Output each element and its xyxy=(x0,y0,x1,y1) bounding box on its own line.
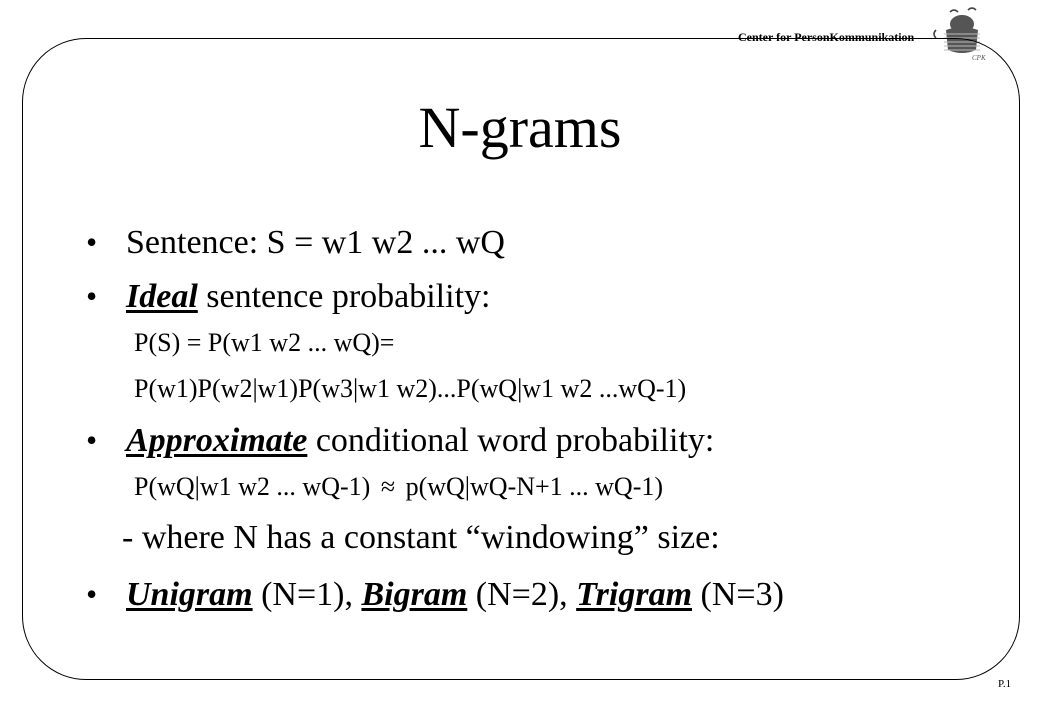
unigram-text: (N=1), xyxy=(252,576,362,613)
bullet-marker: • xyxy=(86,576,98,612)
emphasis-trigram: Trigram xyxy=(576,576,693,613)
bullet-approx xyxy=(126,424,714,458)
approx-symbol: ≈ xyxy=(380,472,396,501)
page-number: P.1 xyxy=(998,678,1012,690)
window-note: - where N has a constant “windowing” size: xyxy=(122,519,720,556)
slide-title: N-grams xyxy=(418,95,622,160)
bullet-marker: • xyxy=(86,422,98,458)
bullet-marker: • xyxy=(86,278,98,314)
bullet-approx-text: conditional word probability: xyxy=(307,422,715,459)
bullet-marker: • xyxy=(86,224,98,260)
bullet-sentence: Sentence: S = w1 w2 ... wQ xyxy=(126,224,505,261)
bullet-ideal xyxy=(126,280,490,314)
emphasis-unigram: Unigram xyxy=(126,576,253,613)
bigram-text: (N=2), xyxy=(467,576,577,613)
emphasis-bigram: Bigram xyxy=(361,576,468,613)
approx-formula xyxy=(134,474,663,500)
org-name: Center for PersonKommunikation xyxy=(738,30,915,44)
emphasis-approximate: Approximate xyxy=(126,422,308,459)
bullet-ngram-types xyxy=(126,578,784,612)
logo-label: CPK xyxy=(972,54,986,62)
approx-formula-right: p(wQ|wQ-N+1 ... wQ-1) xyxy=(405,472,664,501)
ideal-formula-2: P(w1)P(w2|w1)P(w3|w1 w2)...P(wQ|w1 w2 ...wQ-1) xyxy=(134,374,687,403)
emphasis-ideal: Ideal xyxy=(126,278,198,315)
bullet-ideal-text: sentence probability: xyxy=(197,278,491,315)
trigram-text: (N=3) xyxy=(692,576,784,613)
approx-formula-left: P(wQ|w1 w2 ... wQ-1) xyxy=(134,472,371,501)
ideal-formula-1: P(S) = P(w1 w2 ... wQ)= xyxy=(134,328,395,357)
